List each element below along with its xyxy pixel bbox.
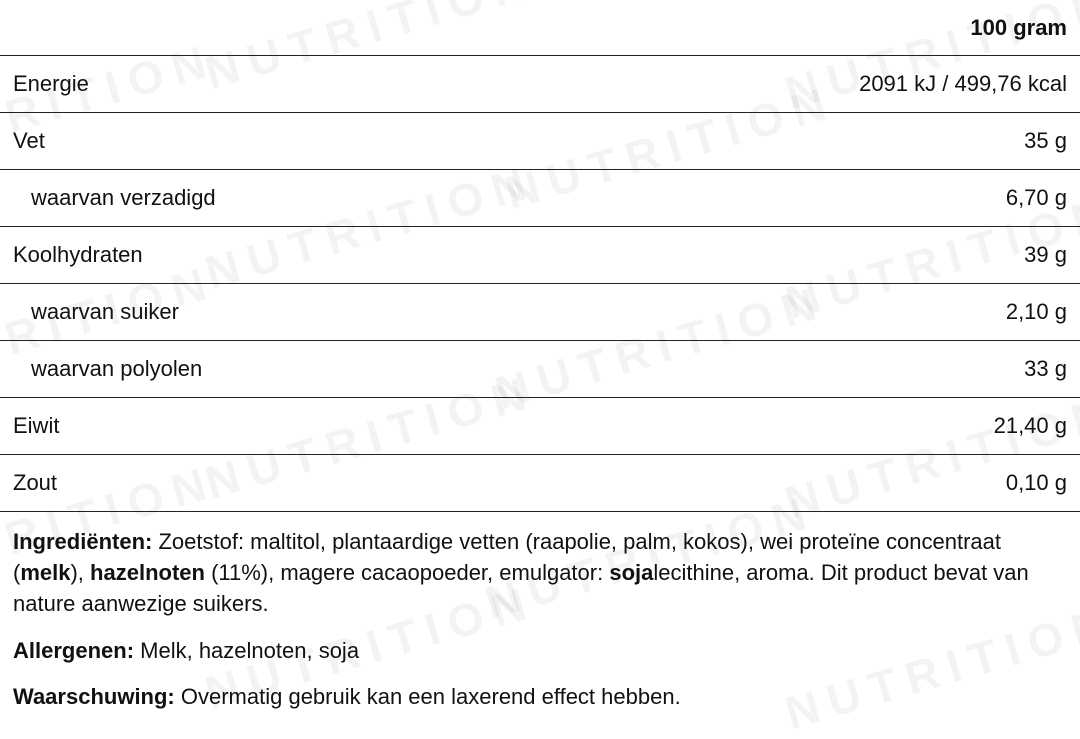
ingredients-text: ),: [70, 560, 91, 585]
nutrient-label: Energie: [13, 71, 89, 96]
nutrition-row-koolhydraten: [0, 227, 1080, 284]
product-info: [0, 512, 1080, 712]
nutrient-value: 33 g: [1024, 356, 1067, 381]
warning-label: Waarschuwing:: [13, 684, 175, 709]
nutrition-row-suiker: [0, 284, 1080, 341]
ingredients-text: Zoetstof: maltitol, plantaardige vetten (raapolie, palm, kokos), wei proteïne concentraat (: [13, 529, 1002, 585]
nutrient-value: 39 g: [1024, 242, 1067, 267]
nutrient-label: Koolhydraten: [13, 242, 143, 267]
warning-text: Overmatig gebruik kan een laxerend effect hebben.: [174, 684, 681, 709]
nutrient-sub-label: waarvan verzadigd: [31, 185, 216, 210]
nutrition-row-eiwit: [0, 398, 1080, 455]
nutrient-sub-label: waarvan suiker: [31, 299, 179, 324]
table-header-row: [0, 0, 1080, 56]
nutrition-row-zout: [0, 455, 1080, 512]
nutrient-value: 21,40 g: [993, 413, 1067, 438]
nutrient-value: 6,70 g: [1005, 185, 1067, 210]
nutrient-value: 35 g: [1024, 128, 1067, 153]
nutrition-row-polyolen: [0, 341, 1080, 398]
nutrient-label: Eiwit: [13, 413, 60, 438]
ingredients-text: (11%), magere cacaopoeder, emulgator:: [204, 560, 610, 585]
nutrient-sub-label: waarvan polyolen: [31, 356, 203, 381]
allergens-paragraph: [13, 635, 1067, 666]
per-100-gram-header: 100 gram: [970, 14, 1067, 40]
allergens-label: Allergenen:: [13, 638, 135, 663]
ingredients-paragraph: [13, 526, 1067, 619]
nutrient-label: Zout: [13, 470, 58, 495]
nutrient-value: 0,10 g: [1005, 470, 1067, 495]
ingredients-label: Ingrediënten:: [13, 529, 153, 554]
nutrient-value: 2,10 g: [1005, 299, 1067, 324]
ingredients-text: lecithine, aroma. Dit product bevat van nature aanwezige suikers.: [13, 560, 1029, 616]
nutrition-row-vet: [0, 113, 1080, 170]
warning-paragraph: [13, 681, 1067, 712]
allergens-text: Melk, hazelnoten, soja: [134, 638, 360, 663]
allergen-highlight-hazelnut: hazelnoten: [90, 560, 205, 585]
nutrition-row-energie: [0, 56, 1080, 113]
allergen-highlight-soy: soja: [609, 560, 654, 585]
allergen-highlight-milk: melk: [20, 560, 71, 585]
nutrition-row-verzadigd: [0, 170, 1080, 227]
nutrient-value: 2091 kJ / 499,76 kcal: [859, 71, 1067, 96]
nutrient-label: Vet: [13, 128, 45, 153]
